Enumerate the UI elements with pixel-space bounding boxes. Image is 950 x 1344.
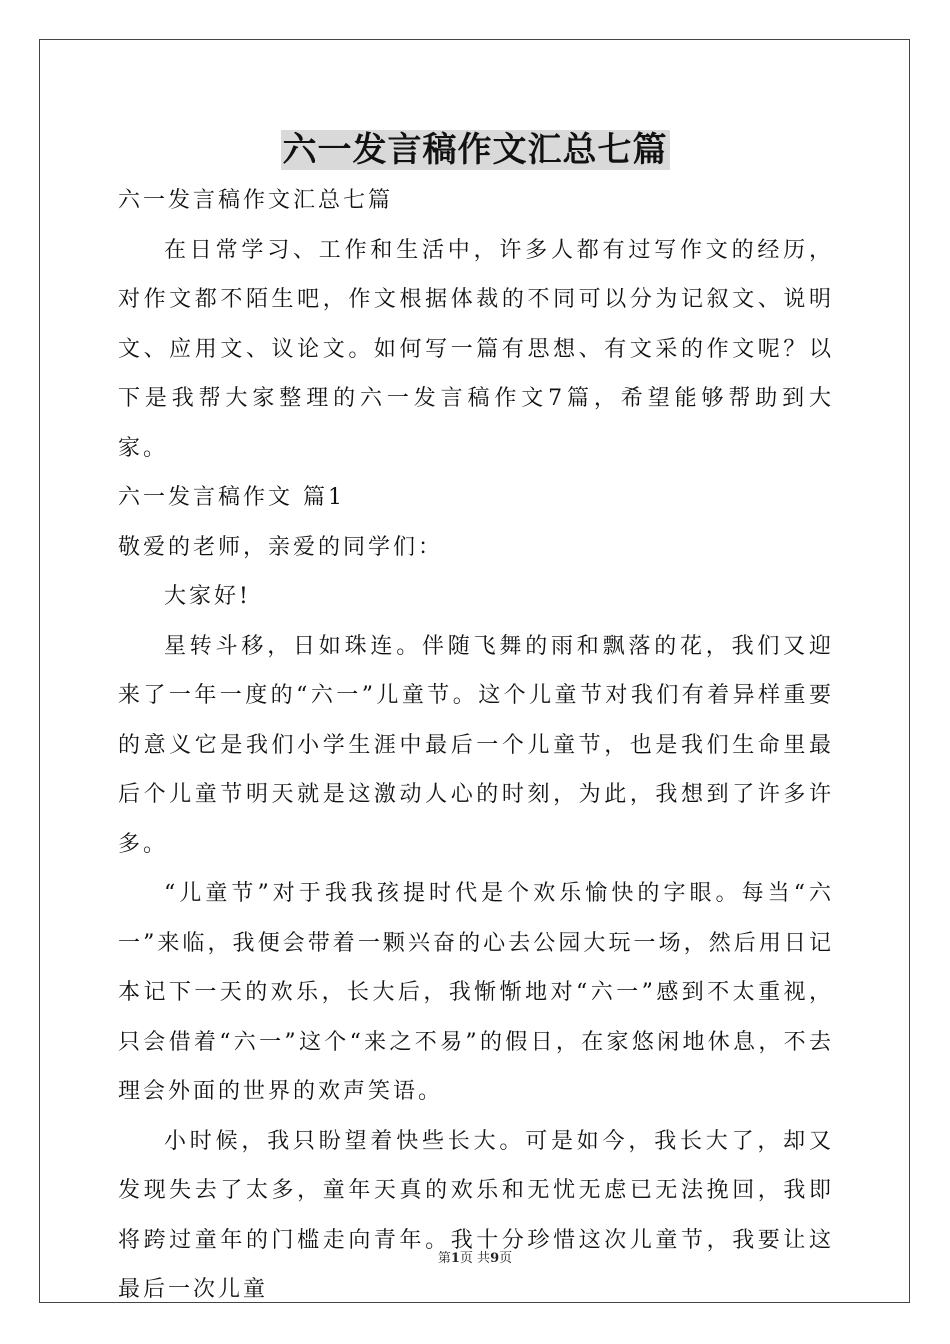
page-footer: [0, 1247, 950, 1266]
paragraph: “儿童节”对于我我孩提时代是个欢乐愉快的字眼。每当“六一”来临，我便会带着一颗兴奋的心去公园大玩一场，然后用日记本记下一天的欢乐，长大后，我惭惭地对“六一”感到不太重视，只会借着“六一”这个“来之不易”的假日，在家悠闲地休息，不去理会外面的世界的欢声笑语。: [118, 881, 834, 1104]
paragraph: 大家好!: [164, 584, 251, 609]
footer-prefix: 第: [437, 1251, 451, 1266]
document-title: [0, 126, 950, 174]
paragraph: 六一发言稿作文汇总七篇: [118, 188, 394, 213]
footer-total-pages: 9: [490, 1251, 500, 1266]
paragraph: 敬爱的老师，亲爱的同学们：: [118, 534, 444, 560]
paragraph: 在日常学习、工作和生活中，许多人都有过写作文的经历，对作文都不陌生吧，作文根据体裁的不同可以分为记叙文、说明文、应用文、议论文。如何写一篇有思想、有文采的作文呢？以下是我帮大家整理的六一发言稿作文7篇，希望能够帮助到大家。: [118, 237, 834, 461]
paragraph: 六一发言稿作文 篇1: [118, 485, 345, 510]
paragraph: 星转斗移，日如珠连。伴随飞舞的雨和飘落的花，我们又迎来了一年一度的“六一”儿童节。这个儿童节对我们有着异样重要的意义它是我们小学生涯中最后一个儿童节，也是我们生命里最后个儿童节明天就是这激动人心的时刻，为此，我想到了许多许多。: [118, 633, 834, 857]
paragraph: 小时候，我只盼望着快些长大。可是如今，我长大了，却又发现失去了太多，童年天真的欢乐和无忧无虑已无法挽回，我即将跨过童年的门槛走向青年。我十分珍惜这次儿童节，我要让这最后一次儿童: [118, 1128, 834, 1302]
footer-suffix: 页: [499, 1251, 513, 1266]
footer-mid: 页 共: [459, 1251, 491, 1266]
footer-current-page: 1: [450, 1251, 460, 1266]
title-text: 六一发言稿作文汇总七篇: [282, 130, 668, 170]
document-body: [118, 176, 834, 1315]
